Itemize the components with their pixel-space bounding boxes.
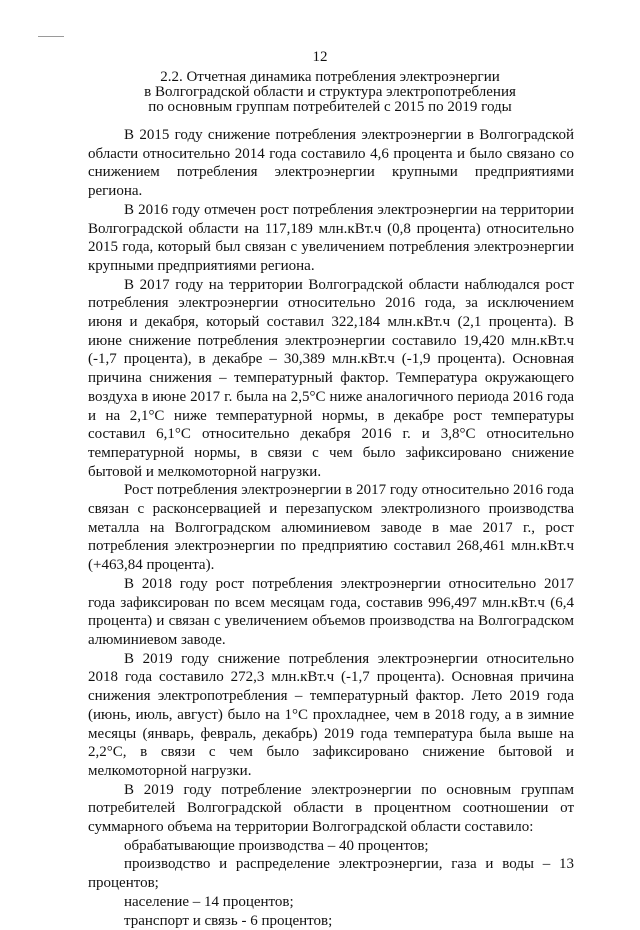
paragraph-2015: В 2015 году снижение потребления электроэнергии в Волгоградской области относительно 2014 года составило 4,6 процента и было связано со снижением потребления электроэнергии крупными предприятиями региона. — [88, 127, 574, 200]
list-item: производство и распределение электроэнергии, газа и воды – 13 процентов; — [88, 856, 574, 892]
list-item: население – 14 процентов; — [124, 893, 294, 910]
list-item: транспорт и связь - 6 процентов; — [124, 912, 333, 929]
document-body — [88, 126, 574, 930]
section-heading-line: в Волгоградской области и структура электропотребления — [144, 84, 516, 100]
section-heading-line: по основным группам потребителей с 2015 по 2019 годы — [148, 99, 512, 115]
paragraph-2019: В 2019 году снижение потребления электроэнергии относительно 2018 года составило 272,3 млн.кВт.ч (-1,7 процента). Основная причина снижения электропотребления – температурный фактор. Лето 2019 года (июнь, июль, август) было на 1°С прохладнее, чем в 2018 году, а в зимние месяцы (январь, февраль, декабрь) 2019 года температура была выше на 2,2°С, в связи с чем было зафиксировано снижение бытовой и мелкомоторной нагрузки. — [88, 650, 574, 779]
section-heading — [100, 70, 560, 115]
page-number: 12 — [312, 49, 328, 65]
paragraph-2019-structure: В 2019 году потребление электроэнергии по основным группам потребителей Волгоградской области в процентном соотношении от суммарного объема на территории Волгоградской области составило: — [88, 781, 574, 836]
paragraph-2016: В 2016 году отмечен рост потребления электроэнергии на территории Волгоградской области на 117,189 млн.кВт.ч (0,8 процента) относительно 2015 года, который был связан с увеличением потребления электроэнергии крупными предприятиями региона. — [88, 201, 574, 274]
paragraph-2017-growth: Рост потребления электроэнергии в 2017 году относительно 2016 года связан с расконсервацией и перезапуском электролизного производства металла на Волгоградском алюминиевом заводе в мае 2017 г., рост потребления электроэнергии по предприятию составил 268,461 млн.кВт.ч (+463,84 процента). — [88, 482, 574, 574]
scan-corner-mark — [38, 36, 64, 37]
list-item: обрабатывающие производства – 40 процентов; — [124, 837, 429, 854]
section-heading-line: 2.2. Отчетная динамика потребления электроэнергии — [160, 69, 500, 85]
paragraph-2017: В 2017 году на территории Волгоградской области наблюдался рост потребления электроэнергии относительно 2016 года, за исключением июня и декабря, который составил 322,184 млн.кВт.ч (2,1 процента). В июне снижение потребления электроэнергии составило 19,420 млн.кВт.ч (-1,7 процента), в декабре – 30,389 млн.кВт.ч (-1,9 процента). Основная причина снижения – температурный фактор. Температура окружающего воздуха в июне 2017 г. была на 2,5°С ниже аналогичного периода 2016 года и на 2,1°С ниже температурной нормы, в декабре рост температуры составил 6,1°С относительно декабря 2016 г. и 3,8°С относительно температурной нормы, в связи с чем было зафиксировано снижение бытовой и мелкомоторной нагрузки. — [88, 276, 574, 480]
paragraph-2018: В 2018 году рост потребления электроэнергии относительно 2017 года зафиксирован по всем месяцам года, составив 996,497 млн.кВт.ч (6,4 процента) и связан с увеличением объемов производства на Волгоградском алюминиевом заводе. — [88, 575, 574, 648]
